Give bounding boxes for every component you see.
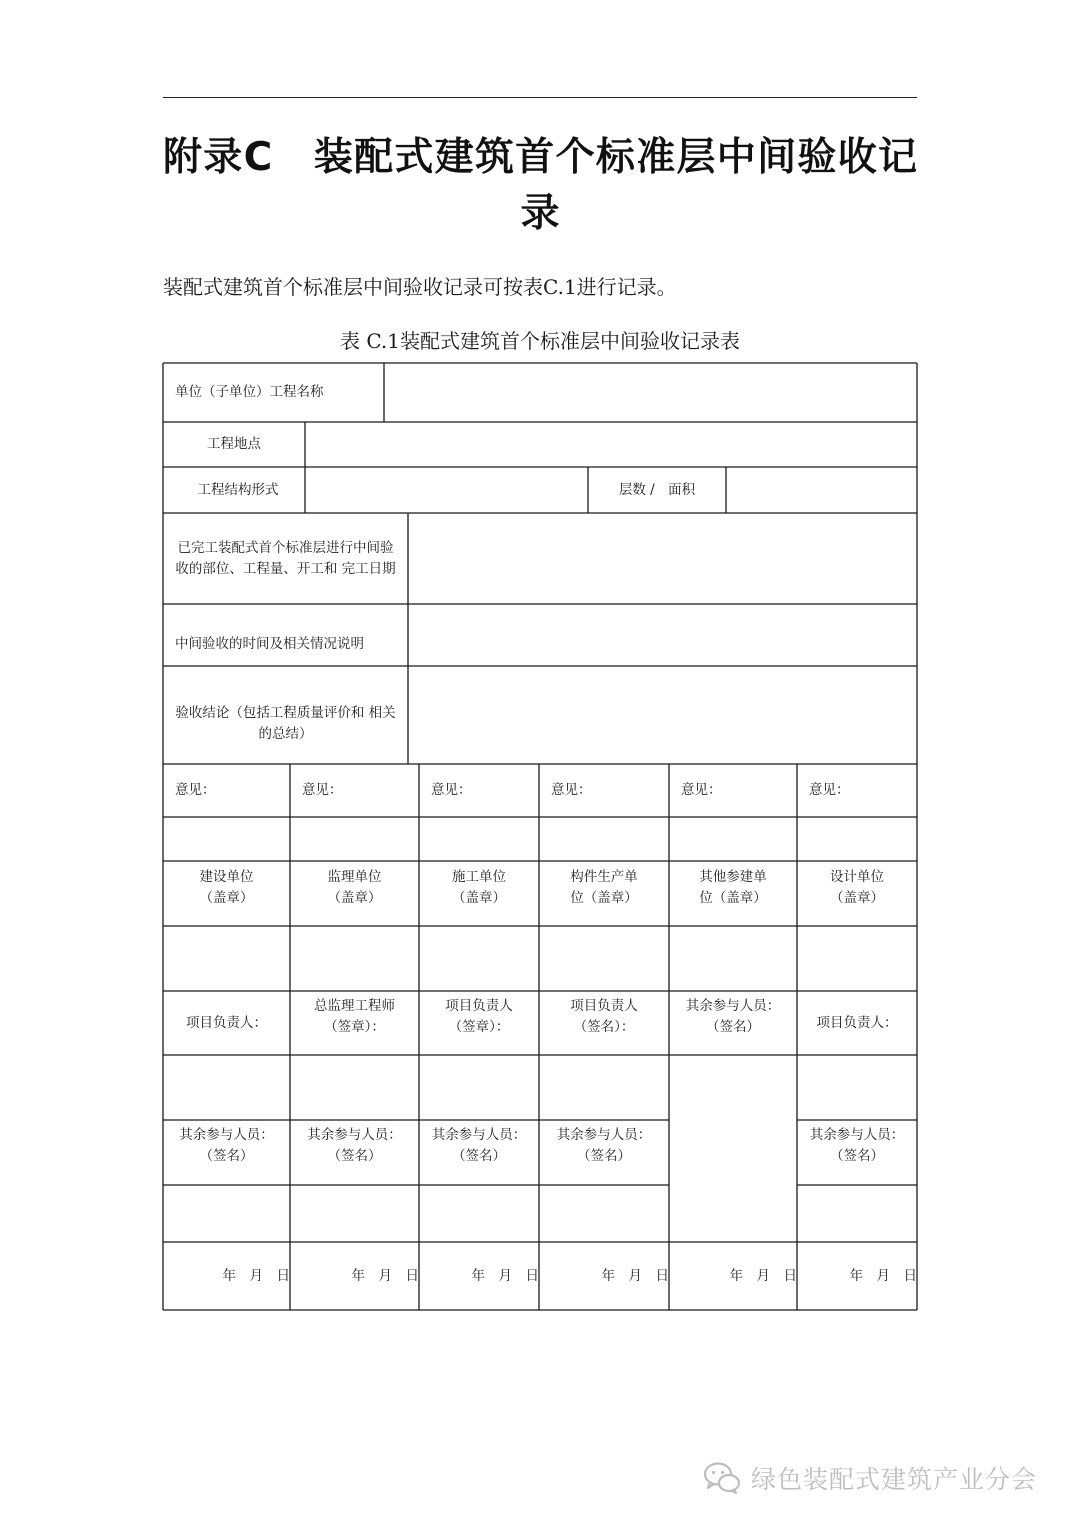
others-label: 其余参与人员： （签名） [431, 1127, 527, 1164]
date-label: 年 月 日 [849, 1267, 917, 1284]
seal-field[interactable] [419, 926, 539, 991]
date-label: 年 月 日 [351, 1267, 419, 1284]
completed-label: 已完工装配式首个标准层进行中间验收的部位、工程量、开工和 完工日期 [175, 539, 396, 577]
others-sign-field[interactable] [539, 1185, 669, 1242]
page-title: 附录C 装配式建筑首个标准层中间验收记录 [163, 135, 917, 236]
structure-label: 工程结构形式 [197, 481, 279, 498]
wechat-icon [703, 1461, 741, 1495]
seal-field[interactable] [669, 926, 797, 991]
conclusion-field[interactable] [408, 666, 917, 764]
opinion-label: 意见： [302, 782, 343, 798]
seal-field[interactable] [797, 926, 917, 991]
others-label: 其余参与人员： （签名） [809, 1127, 905, 1164]
date-label: 年 月 日 [471, 1267, 539, 1284]
opinion-label: 意见： [681, 782, 722, 798]
conclusion-label: 验收结论（包括工程质量评价和 相关的总结） [175, 704, 396, 742]
time-field[interactable] [408, 604, 917, 666]
responsible-label: 项目负责人： [816, 1014, 898, 1031]
others-label: 其余参与人员： （签名） [179, 1127, 274, 1164]
unit-name: 监理单位 （盖章） [327, 869, 382, 906]
opinion-field[interactable] [539, 817, 669, 861]
opinion-field[interactable] [290, 817, 419, 861]
unit-name: 构件生产单 位（盖章） [570, 869, 638, 906]
seal-field[interactable] [539, 926, 669, 991]
watermark [703, 1458, 1048, 1498]
seal-field[interactable] [163, 926, 290, 991]
opinion-label: 意见： [175, 782, 216, 798]
others-sign-field[interactable] [669, 1055, 797, 1242]
opinion-field[interactable] [669, 817, 797, 861]
location-field[interactable] [305, 422, 917, 467]
others-label: 其余参与人员： （签名） [307, 1127, 402, 1164]
others-sign-field[interactable] [290, 1185, 419, 1242]
seal-field[interactable] [290, 926, 419, 991]
project-name-field[interactable] [384, 363, 917, 422]
structure-field[interactable] [305, 467, 588, 513]
opinion-field[interactable] [797, 817, 917, 861]
floors-area-label: 层数 / 面积 [618, 481, 696, 498]
unit-name: 建设单位 （盖章） [199, 869, 254, 906]
date-label: 年 月 日 [601, 1267, 669, 1284]
completed-field[interactable] [408, 513, 917, 604]
responsible-sign-field[interactable] [797, 1055, 917, 1120]
responsible-sign-field[interactable] [539, 1055, 669, 1120]
responsible-label: 项目负责人 （签章）： [445, 998, 513, 1035]
date-label: 年 月 日 [729, 1267, 797, 1284]
opinion-label: 意见： [551, 782, 592, 798]
project-name-label: 单位（子单位）工程名称 [175, 384, 324, 400]
intro-text: 装配式建筑首个标准层中间验收记录可按表C.1进行记录。 [163, 275, 677, 299]
responsible-label: 总监理工程师 （签章）： [314, 998, 395, 1035]
others-sign-field[interactable] [419, 1185, 539, 1242]
responsible-sign-field[interactable] [419, 1055, 539, 1120]
opinion-label: 意见： [431, 782, 472, 798]
opinion-field[interactable] [419, 817, 539, 861]
time-label: 中间验收的时间及相关情况说明 [175, 635, 364, 652]
responsible-sign-field[interactable] [163, 1055, 290, 1120]
unit-name: 设计单位 （盖章） [830, 869, 884, 906]
responsible-label: 其余参与人员： （签名） [685, 998, 781, 1035]
others-sign-field[interactable] [797, 1185, 917, 1242]
responsible-label: 项目负责人 （签名）： [570, 998, 638, 1035]
responsible-label: 项目负责人： [186, 1014, 267, 1031]
location-label: 工程地点 [207, 436, 261, 452]
unit-name: 其他参建单 位（盖章） [699, 869, 767, 906]
others-sign-field[interactable] [163, 1185, 290, 1242]
others-label: 其余参与人员： （签名） [556, 1127, 652, 1164]
opinion-field[interactable] [163, 817, 290, 861]
header-rule [163, 97, 917, 98]
opinion-label: 意见： [809, 782, 850, 798]
responsible-sign-field[interactable] [290, 1055, 419, 1120]
floors-area-field[interactable] [726, 467, 917, 513]
date-label: 年 月 日 [222, 1267, 290, 1284]
watermark-text: 绿色装配式建筑产业分会 [751, 1465, 1038, 1494]
unit-name: 施工单位 （盖章） [452, 869, 506, 906]
table-caption: 表 C.1装配式建筑首个标准层中间验收记录表 [339, 329, 741, 353]
